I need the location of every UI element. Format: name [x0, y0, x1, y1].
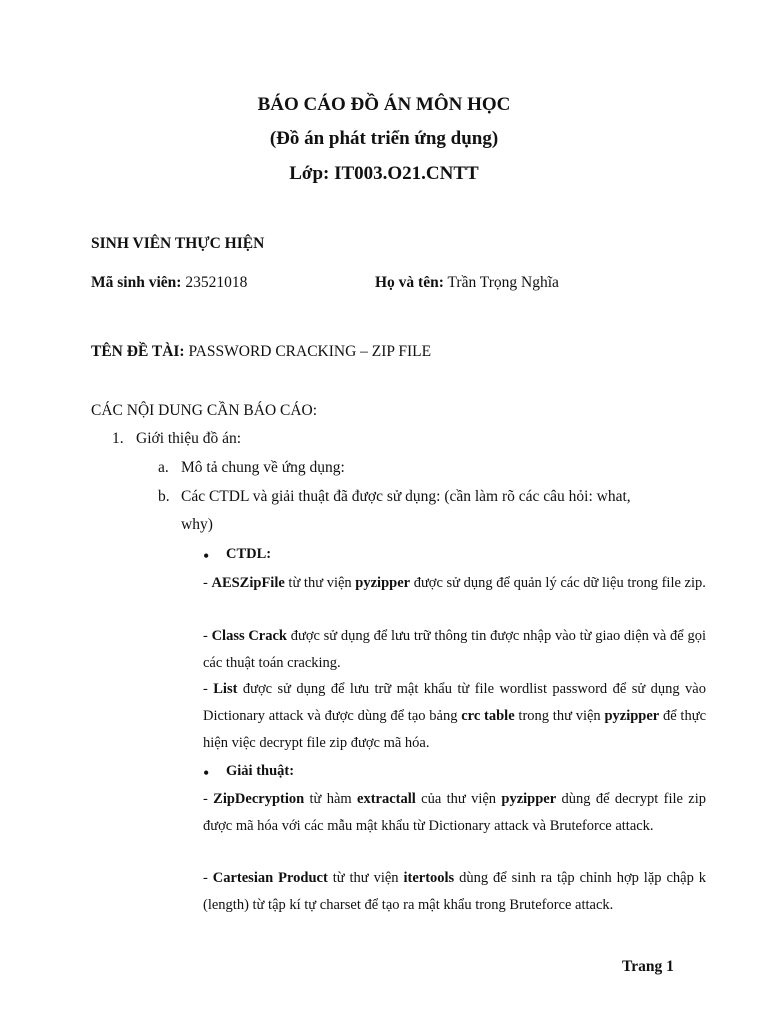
contents-heading: CÁC NỘI DUNG CẦN BÁO CÁO: [91, 402, 318, 419]
term-list: List [213, 681, 238, 697]
ctdl-heading: CTDL: [226, 546, 272, 562]
term-pyzipper: pyzipper [355, 575, 411, 591]
term-class-crack: Class Crack [211, 628, 287, 644]
term-zipdecryption: ZipDecryption [213, 791, 305, 807]
topic-label: TÊN ĐỀ TÀI: [91, 343, 185, 360]
list-item-b-line1: Các CTDL và giải thuật đã được sử dụng: (cần làm rõ các câu hỏi: what, [181, 488, 631, 505]
student-name-line [375, 274, 559, 292]
algo-paragraph-1: - ZipDecryption từ hàm extractall của thư viện pyzipper dùng để decrypt file zip được mã hóa với các mẫu mật khẩu từ Dictionary attack và Bruteforce attack. [203, 791, 706, 834]
report-subtitle: (Đồ án phát triển ứng dụng) [269, 128, 499, 149]
list-letter-a: a. [158, 459, 169, 476]
list-item-1: Giới thiệu đồ án: [136, 430, 242, 447]
student-section-heading: SINH VIÊN THỰC HIỆN [91, 235, 265, 252]
term-aeszipfile: AESZipFile [211, 575, 285, 591]
class-code: Lớp: IT003.O21.CNTT [289, 163, 479, 184]
ctdl-paragraph-2: - Class Crack được sử dụng để lưu trữ thông tin được nhập vào từ giao diện và để gọi các thuật toán cracking. [203, 628, 706, 671]
student-name-label: Họ và tên: [375, 274, 444, 291]
algo-heading: Giải thuật: [226, 763, 295, 779]
report-title: BÁO CÁO ĐỒ ÁN MÔN HỌC [257, 94, 511, 115]
student-id-line [91, 274, 247, 292]
topic-line [91, 343, 431, 361]
term-pyzipper-3: pyzipper [501, 791, 557, 807]
algo-bullet: • [203, 763, 210, 783]
list-item-a: Mô tả chung về ứng dụng: [181, 459, 345, 476]
term-pyzipper-2: pyzipper [604, 708, 660, 724]
student-id-label: Mã sinh viên: [91, 274, 182, 291]
list-item-number-1: 1. [112, 430, 124, 447]
term-crc-table: crc table [461, 708, 515, 724]
list-item-b-line2: why) [181, 516, 213, 533]
term-itertools: itertools [403, 870, 455, 886]
term-cartesian-product: Cartesian Product [212, 870, 328, 886]
student-name-value: Trần Trọng Nghĩa [447, 274, 559, 291]
ctdl-paragraph-3: - List được sử dụng để lưu trữ mật khẩu từ file wordlist password để sử dụng vào Dictionary attack và được dùng để tạo bảng crc table trong thư viện pyzipper để thực hiện việc decrypt file zip được mã hóa. [203, 681, 707, 751]
page-number: Trang 1 [622, 958, 674, 975]
student-id-value: 23521018 [185, 274, 248, 291]
topic-value: PASSWORD CRACKING – ZIP FILE [188, 343, 432, 360]
ctdl-bullet: • [203, 546, 210, 566]
list-letter-b: b. [158, 488, 170, 505]
ctdl-paragraph-1: - AESZipFile từ thư viện pyzipper được sử dụng để quản lý các dữ liệu trong file zip. [203, 575, 706, 591]
algo-paragraph-2: - Cartesian Product từ thư viện itertools dùng để sinh ra tập chỉnh hợp lặp chập k (length) từ tập kí tự charset để tạo ra mật khẩu trong Bruteforce attack. [203, 870, 706, 913]
term-extractall: extractall [357, 791, 416, 807]
